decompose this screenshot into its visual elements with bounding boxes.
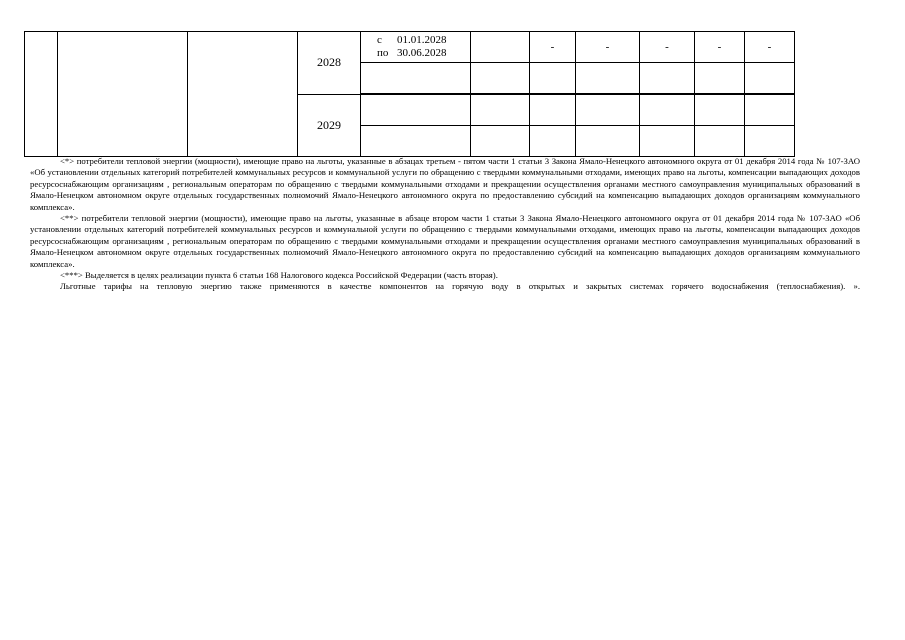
value-cell: - (576, 32, 640, 63)
value-cell (471, 94, 530, 126)
table-cell (58, 32, 188, 157)
value-cell (530, 94, 576, 126)
period-cell (361, 32, 471, 63)
period-cell (361, 94, 471, 126)
period-from: с 01.01.2028 (377, 34, 447, 46)
footnotes (30, 156, 860, 293)
value-cell: - (745, 32, 795, 63)
value-cell: - (695, 32, 745, 63)
period-cell (361, 126, 471, 157)
footnote-2: <**> потребители тепловой энергии (мощности), имеющие право на льготы, указанные в абзаце втором части 1 статьи 3 Закона Ямало-Ненецкого автономного округа от 01 декабря 2014 года № 107-ЗАО «Об установлении отдельных категорий потребителей коммунальных ресурсов и коммунальной услуги по обращению с твердыми коммунальными отходами, имеющих право на льготы, компенсации выпадающих доходов ресурсоснабжающим организациям , региональным операторам по обращению с твердыми коммунальными отходами и прекращении осуществления органами местного самоуправления муниципальных образований в Ямало-Ненецком автономном округе отдельных государственных полномочий Ямало-Ненецкого автономного округа по предоставлению субсидий на компенсацию выпадающих доходов организациям коммунального комплекса». (30, 213, 860, 269)
value-cell (745, 126, 795, 157)
value-cell (745, 94, 795, 126)
value-cell (576, 94, 640, 126)
period-cell (361, 63, 471, 95)
value-cell (530, 126, 576, 157)
footnote-4: Льготные тарифы на тепловую энергию также применяются в качестве компонентов на горячую воду в открытых и закрытых системах горячего водоснабжения (теплоснабжения). ». (60, 281, 860, 292)
value-cell (745, 63, 795, 95)
footnote-3: <***> Выделяется в целях реализации пункта 6 статьи 168 Налогового кодекса Российской Федерации (часть вторая). (60, 270, 498, 281)
value-cell (471, 32, 530, 63)
value-cell (471, 63, 530, 95)
value-cell (471, 126, 530, 157)
value-cell (530, 63, 576, 95)
value-cell (695, 126, 745, 157)
table-cell (188, 32, 298, 157)
tariff-table (24, 31, 901, 157)
value-cell (576, 63, 640, 95)
period-to: по 30.06.2028 (377, 47, 447, 59)
value-cell: - (530, 32, 576, 63)
year-cell-2028: 2028 (298, 32, 361, 95)
value-cell (695, 94, 745, 126)
value-cell: - (640, 32, 695, 63)
value-cell (640, 126, 695, 157)
value-cell (640, 94, 695, 126)
value-cell (640, 63, 695, 95)
footnote-1: <*> потребители тепловой энергии (мощности), имеющие право на льготы, указанные в абзацах третьем - пятом части 1 статьи 3 Закона Ямало-Ненецкого автономного округа от 01 декабря 2014 года № 107-ЗАО «Об установлении отдельных категорий потребителей коммунальных ресурсов и коммунальной услуги по обращению с твердыми коммунальными отходами, имеющих право на льготы, компенсации выпадающих доходов ресурсоснабжающим организациям , региональным операторам по обращению с твердыми коммунальными отходами и прекращении осуществления органами местного самоуправления муниципальных образований в Ямало-Ненецком автономном округе отдельных государственных полномочий Ямало-Ненецкого автономного округа по предоставлению субсидий на компенсацию выпадающих доходов организациям коммунального комплекса». (30, 156, 860, 212)
year-cell-2029: 2029 (298, 94, 361, 157)
value-cell (576, 126, 640, 157)
table-cell (25, 32, 58, 157)
value-cell (695, 63, 745, 95)
table-row (25, 32, 901, 63)
